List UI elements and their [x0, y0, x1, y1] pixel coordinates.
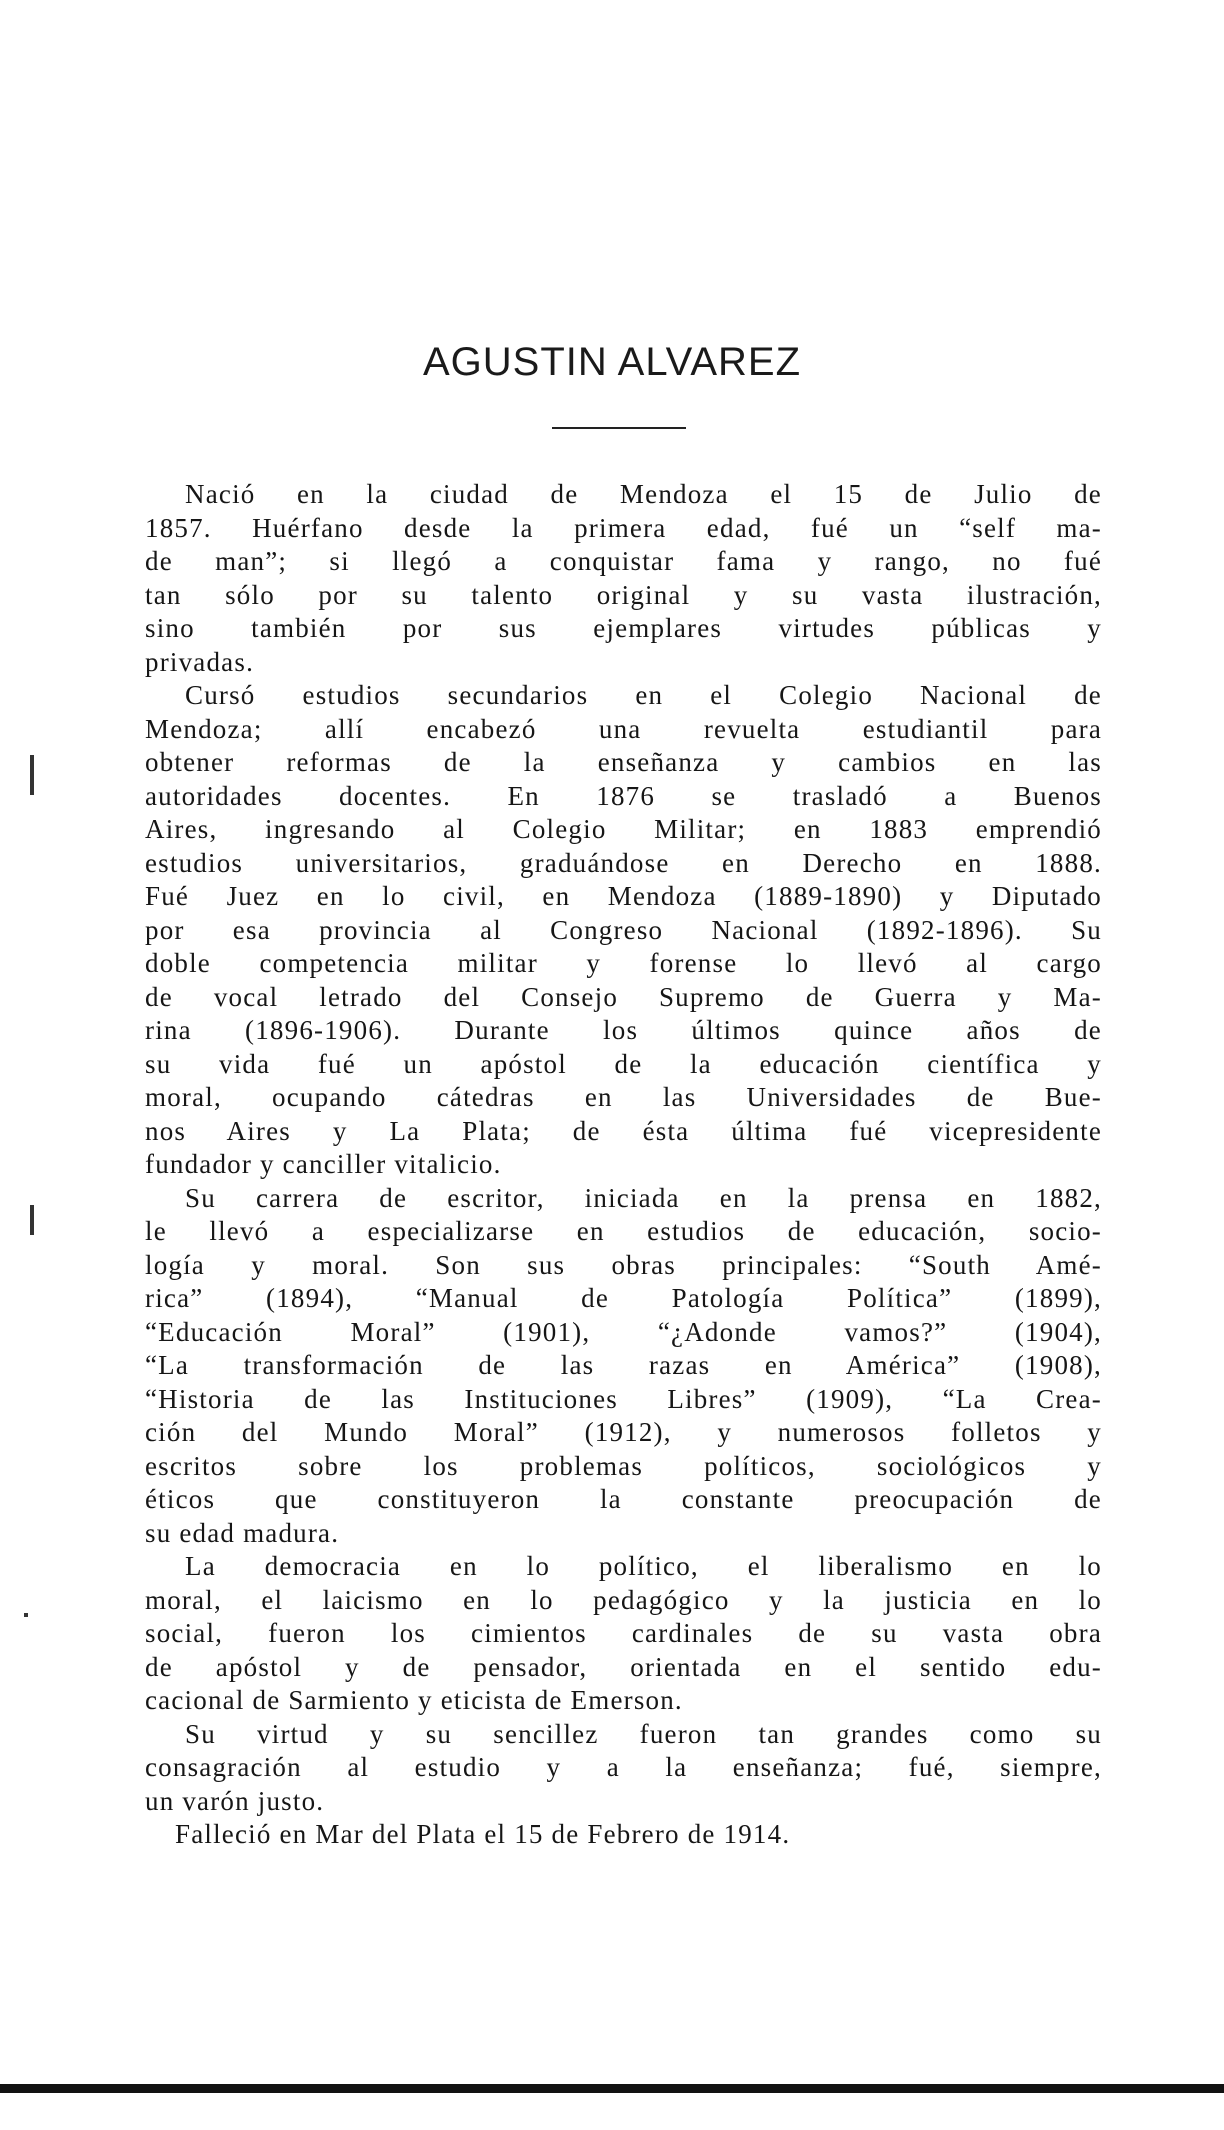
text-line: su vida fué un apóstol de la educación científica y: [145, 1048, 1102, 1079]
text-line: Aires, ingresando al Colegio Militar; en 1883 emprendió: [145, 814, 1102, 844]
text-line: Su virtud y su sencillez fueron tan grandes como su: [185, 1718, 1102, 1749]
text-line: Nació en la ciudad de Mendoza el 15 de Julio de: [185, 479, 1102, 509]
text-line: tan sólo por su talento original y su vasta ilustración,: [145, 579, 1102, 610]
title-divider: [552, 427, 686, 429]
scan-artifact: [24, 1613, 28, 1617]
text-line: Falleció en Mar del Plata el 15 de Febrero de 1914.: [175, 1819, 791, 1849]
text-line: Fué Juez en lo civil, en Mendoza (1889-1890) y Diputado: [145, 881, 1102, 911]
text-line: rina (1896-1906). Durante los últimos quince años de: [145, 1015, 1102, 1045]
text-line: un varón justo.: [145, 1785, 325, 1816]
text-line: sino también por sus ejemplares virtudes públicas y: [145, 613, 1102, 643]
scan-artifact: [30, 1205, 34, 1235]
text-line: obtener reformas de la enseñanza y cambios en las: [145, 747, 1102, 777]
scan-artifact: [30, 755, 34, 795]
text-line: social, fueron los cimientos cardinales de su vasta obra: [145, 1618, 1102, 1648]
paragraph: [145, 1182, 1102, 1551]
text-line: Su carrera de escritor, iniciada en la prensa en 1882,: [185, 1182, 1102, 1213]
text-line: rica” (1894), “Manual de Patología Política” (1899),: [145, 1283, 1102, 1313]
text-line: consagración al estudio y a la enseñanza; fué, siempre,: [145, 1752, 1102, 1782]
text-line: de vocal letrado del Consejo Supremo de Guerra y Ma-: [145, 981, 1102, 1012]
text-line: “Historia de las Instituciones Libres” (1909), “La Crea-: [145, 1383, 1102, 1414]
page-title: AGUSTIN ALVAREZ: [422, 340, 802, 384]
text-line: logía y moral. Son sus obras principales: “South Amé-: [145, 1249, 1102, 1280]
text-line: estudios universitarios, graduándose en Derecho en 1888.: [145, 847, 1102, 878]
page-bottom-border: [0, 2084, 1224, 2093]
text-line: de apóstol y de pensador, orientada en el sentido edu-: [145, 1651, 1102, 1682]
paragraph: [145, 1550, 1102, 1718]
text-line: doble competencia militar y forense lo llevó al cargo: [145, 948, 1102, 978]
text-line: Mendoza; allí encabezó una revuelta estudiantil para: [145, 713, 1102, 744]
text-line: le llevó a especializarse en estudios de educación, socio-: [145, 1216, 1102, 1246]
text-line: privadas.: [145, 646, 255, 677]
paragraph: [145, 478, 1102, 679]
text-line: ción del Mundo Moral” (1912), y numerosos folletos y: [145, 1417, 1102, 1447]
text-line: autoridades docentes. En 1876 se trasladó a Buenos: [145, 780, 1102, 811]
text-line: 1857. Huérfano desde la primera edad, fué un “self ma-: [145, 512, 1102, 543]
text-line: fundador y canciller vitalicio.: [145, 1149, 502, 1179]
text-line: “La transformación de las razas en América” (1908),: [145, 1350, 1102, 1380]
text-line: su edad madura.: [145, 1517, 340, 1548]
paragraph: [145, 1818, 1102, 1852]
text-line: moral, ocupando cátedras en las Universidades de Bue-: [145, 1082, 1102, 1112]
text-line: cacional de Sarmiento y eticista de Emerson.: [145, 1685, 683, 1715]
text-line: moral, el laicismo en lo pedagógico y la justicia en lo: [145, 1584, 1102, 1615]
text-line: “Educación Moral” (1901), “¿Adonde vamos?” (1904),: [145, 1316, 1102, 1347]
text-line: Cursó estudios secundarios en el Colegio Nacional de: [185, 680, 1102, 710]
text-line: por esa provincia al Congreso Nacional (1892-1896). Su: [145, 914, 1102, 945]
paragraph: [145, 1718, 1102, 1819]
text-line: La democracia en lo político, el liberalismo en lo: [185, 1551, 1102, 1581]
text-line: nos Aires y La Plata; de ésta última fué vicepresidente: [145, 1115, 1102, 1146]
paragraph: [145, 679, 1102, 1182]
text-line: éticos que constituyeron la constante preocupación de: [145, 1484, 1102, 1514]
biography-text: [145, 478, 1102, 1852]
text-line: escritos sobre los problemas políticos, sociológicos y: [145, 1450, 1102, 1481]
text-line: de man”; si llegó a conquistar fama y rango, no fué: [145, 546, 1102, 576]
